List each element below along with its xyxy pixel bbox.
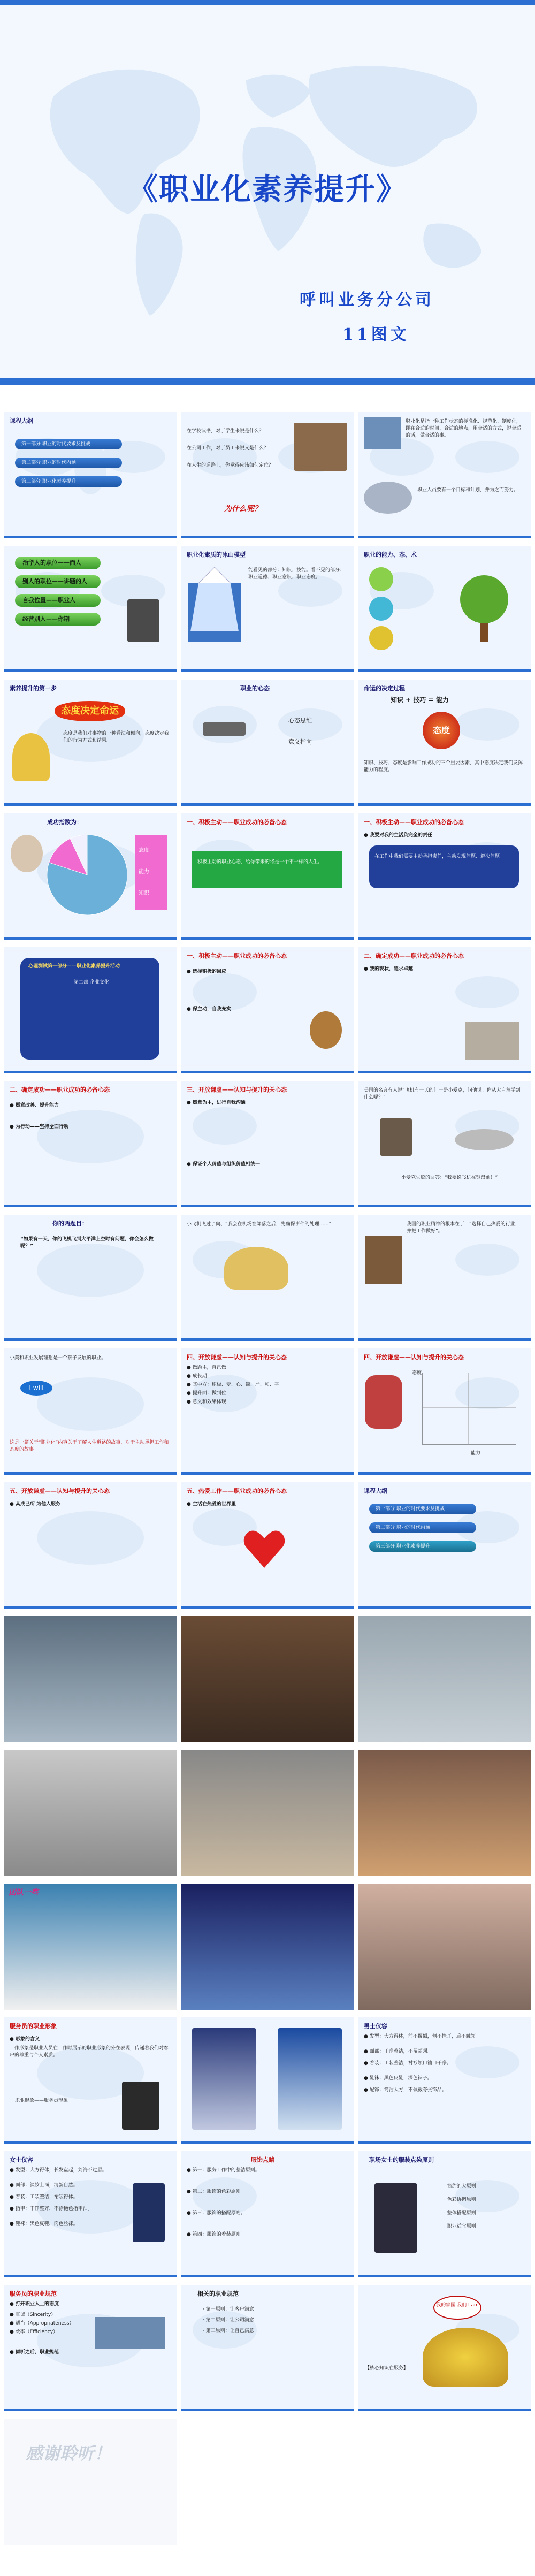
photo-office-1 bbox=[4, 1616, 177, 1742]
slide-success-2 bbox=[4, 1081, 177, 1207]
matrix-graphic bbox=[417, 1370, 519, 1450]
device-graphic bbox=[203, 722, 246, 736]
question-3: 在人生的道路上，你觉得应该如何定位？ bbox=[187, 463, 274, 468]
outline-item-2: 第二部分 职业的时代内涵 bbox=[15, 458, 122, 468]
legend-attitude: 态度 bbox=[139, 848, 149, 853]
point-4: ● 第四：服饰的着装原则。 bbox=[187, 2232, 246, 2237]
slide-success-1 bbox=[358, 947, 531, 1073]
slide-culture bbox=[4, 947, 177, 1073]
slide-title: 职场女士的服装点染原则 bbox=[369, 2156, 434, 2163]
point-2: ● 成长期 bbox=[187, 1374, 207, 1379]
photo-hall bbox=[181, 1884, 354, 2010]
point-1: ● 做题主，自己做 bbox=[187, 1365, 226, 1370]
slide-professionalism-definition bbox=[358, 412, 531, 538]
point-1: ● 我的现状，追求卓越 bbox=[364, 966, 413, 972]
slide-proactive-3 bbox=[181, 947, 354, 1073]
thanks-text: 感谢聆听！ bbox=[26, 2443, 112, 2464]
figures-graphic bbox=[12, 733, 50, 781]
outline-item-1: 第一部分 职业的时代要求及挑战 bbox=[15, 439, 122, 449]
slide-course-outline bbox=[4, 412, 177, 538]
slide-mindset bbox=[181, 680, 354, 806]
office-photo bbox=[364, 417, 401, 449]
slide-roles bbox=[4, 546, 177, 672]
slide-thanks bbox=[4, 2419, 177, 2545]
cover-title: 《职业化素养提升》 bbox=[128, 172, 407, 207]
point-1: ● 形象的含义 bbox=[10, 2037, 40, 2042]
point-4: ● 指甲：干净整齐，不涂艳色指甲油。 bbox=[10, 2206, 93, 2212]
proactive-text: 积极主动的职业心态，给你带来的将是一个不一样的人生。 bbox=[197, 859, 323, 865]
point-2: ● 保证个人价值与组织价值相统一 bbox=[187, 1162, 260, 1167]
point-3: ● 其中方：积极、专、心、简、严、和、平 bbox=[187, 1382, 279, 1388]
slide-success-index bbox=[4, 813, 177, 940]
definition-text: 职业化是指一种工作状态的标准化、规范化、制度化，即在合适的时间、合适的地点，用合适的方式，说合适的话，做合适的事。 bbox=[406, 419, 522, 438]
legend-ability: 能力 bbox=[139, 869, 149, 875]
dream-text: 小美和职业发展理想是一个孩子发展的职业。 bbox=[10, 1355, 106, 1361]
point-1: ● 发型：大方得体，前不覆额，侧不掩耳，后不触领。 bbox=[364, 2034, 480, 2039]
figure-graphic bbox=[11, 835, 43, 872]
definition-note: 职业人员要有一个目标和计划，并为之而努力。 bbox=[417, 487, 519, 493]
photo-counter bbox=[181, 1750, 354, 1876]
cover-top-bar bbox=[0, 0, 535, 5]
slide-dream bbox=[4, 1348, 177, 1475]
circle-green bbox=[369, 567, 393, 591]
point-2: ● 面部：干净整洁，不留胡须。 bbox=[364, 2049, 432, 2054]
figure-graphic bbox=[365, 1375, 402, 1429]
culture-subtitle: 第二部 企业文化 bbox=[74, 980, 109, 985]
item-1: · 第一原则：让客户满意 bbox=[203, 2307, 254, 2312]
photo-store bbox=[358, 1884, 531, 2010]
person-photo bbox=[365, 1236, 402, 1284]
outline-item-3: 第三部分 职业化素养提升 bbox=[369, 1541, 476, 1552]
photo-bin bbox=[181, 1616, 354, 1742]
point-3: ● 第三：服饰的搭配原则。 bbox=[187, 2211, 246, 2216]
question-2: 在公司工作，对于员工来说又是什么？ bbox=[187, 446, 269, 451]
slide-proactive-2 bbox=[358, 813, 531, 940]
basket-graphic bbox=[423, 2328, 508, 2387]
slide-staff-photos bbox=[181, 2017, 354, 2144]
slide-title: 四、开放谦虚——认知与提升的关心态 bbox=[187, 1354, 287, 1361]
slide-open-2 bbox=[181, 1348, 354, 1475]
slide-norms-2 bbox=[181, 2285, 354, 2411]
item-1: · 简约的大原则 bbox=[444, 2184, 476, 2189]
photo-office-2 bbox=[358, 1616, 531, 1742]
legend-box bbox=[135, 835, 167, 910]
slide-title: 素养提升的第一步 bbox=[10, 685, 57, 692]
slide-title: 一、积极主动——职业成功的必备心态 bbox=[187, 819, 287, 826]
circle-yellow bbox=[369, 626, 393, 650]
staff-photo-1 bbox=[192, 2028, 256, 2130]
highlight-question: 为什么呢？ bbox=[224, 505, 262, 513]
point-3: ● 适当（Appropriateness） bbox=[10, 2321, 74, 2326]
slide-title: 服务员的职业规范 bbox=[10, 2290, 57, 2297]
person-photo bbox=[122, 2082, 159, 2130]
slide-map-graphic bbox=[10, 1495, 171, 1591]
dream-footer: 这是一篇关于“职业化”内容关于了解人生道路的故事，对于主动承担工作和态度的故事。 bbox=[10, 1440, 169, 1452]
dog-graphic bbox=[310, 1011, 342, 1049]
axis-x-label: 能力 bbox=[471, 1451, 481, 1456]
scenery-photo bbox=[465, 1022, 519, 1060]
outline-item-1: 第一部分 职业的时代要求及挑战 bbox=[369, 1504, 476, 1514]
item-3: · 整体搭配原则 bbox=[444, 2211, 476, 2216]
slide-title: 三、开放谦虚——认知与提升的关心态 bbox=[187, 1086, 287, 1093]
slide-title: 女士仪容 bbox=[10, 2156, 33, 2163]
photo-caption: 团队一些 bbox=[9, 1888, 39, 1897]
point-4: ● 鞋袜：黑色皮鞋，深色袜子。 bbox=[364, 2076, 432, 2081]
story-caption: 小爱克失聪的回答：“我要说飞机在钢盘前！” bbox=[401, 1175, 498, 1180]
slide-iceberg bbox=[181, 546, 354, 672]
slide-title: 四、开放谦虚——认知与提升的关心态 bbox=[364, 1354, 464, 1361]
person-photo bbox=[374, 2183, 417, 2253]
culture-title: 心理测试第一部分——职业化素养提升活动 bbox=[28, 964, 120, 969]
handshake-photo bbox=[95, 2317, 165, 2349]
slide-title: 你的两题目： bbox=[52, 1220, 88, 1227]
slide-attitude-fate bbox=[4, 680, 177, 806]
cover-organization: 呼叫业务分公司 bbox=[300, 291, 434, 309]
slide-open-3 bbox=[358, 1348, 531, 1475]
point-2: ● 保主动，自我充实 bbox=[187, 1007, 231, 1012]
home-caption: 【核心知识在服务】 bbox=[365, 2366, 409, 2371]
fate-text: 知识、技巧、态度是影响工作成功的三个重要因素，其中态度决定我们发挥能力的程度。 bbox=[364, 760, 523, 773]
slide-image bbox=[4, 2017, 177, 2144]
item-2: · 第二原则：让公司满意 bbox=[203, 2318, 254, 2323]
slide-title: 五、热爱工作——职业成功的必备心态 bbox=[187, 1488, 287, 1495]
question-text: “如果有一天，你的飞机飞到大平洋上空时有问题，你会怎么做呢？” bbox=[20, 1237, 154, 1249]
photo-team bbox=[4, 1884, 177, 2010]
person-photo bbox=[133, 2183, 165, 2242]
speech-bubble: 我的家园 我们 I am bbox=[433, 2296, 482, 2320]
point-2: ● 为行动——坚持全面行动 bbox=[10, 1124, 68, 1130]
slide-title: 课程大纲 bbox=[10, 417, 33, 424]
role-item-1: 治学人的职位——而人 bbox=[15, 557, 101, 569]
slide-story-1 bbox=[358, 1081, 531, 1207]
point-5: ● 意义和效果体现 bbox=[187, 1399, 226, 1405]
slide-questions bbox=[181, 412, 354, 538]
point-1: ● 愿意为主，进行自我沟通 bbox=[187, 1100, 246, 1106]
airplane-graphic bbox=[455, 1129, 514, 1150]
point-2: ● 面部：淡妆上岗，清新自然。 bbox=[10, 2183, 78, 2188]
success-pie-chart bbox=[47, 835, 127, 915]
cover-slide bbox=[0, 0, 535, 385]
slide-title: 职业化素质的冰山模型 bbox=[187, 551, 246, 558]
photo-machine bbox=[4, 1750, 177, 1876]
point-1: ● 第一：服务工作中的整洁原则。 bbox=[187, 2168, 260, 2173]
heart-icon bbox=[240, 1525, 288, 1573]
mindset-label-1: 心态思维 bbox=[288, 717, 312, 724]
point-2: 工作形象是职业人员在工作时展示的职业形象的外在表现，传递着我们对客户的尊重与个人素质。 bbox=[10, 2046, 169, 2058]
point-1: ● 打开职业人士的态度 bbox=[10, 2301, 59, 2307]
parachute-graphic bbox=[224, 1247, 288, 1290]
point-5: ● 鞋袜：黑色皮鞋，肉色丝袜。 bbox=[10, 2221, 78, 2227]
question-1: 在学校读书，对于学生来说是什么？ bbox=[187, 429, 264, 434]
slide-women-grooming bbox=[4, 2151, 177, 2277]
slide-title: 二、确定成功——职业成功的必备心态 bbox=[10, 1086, 110, 1093]
slide-title: 服饰点睛 bbox=[251, 2156, 274, 2163]
slide-women-dress bbox=[358, 2151, 531, 2277]
green-band bbox=[192, 851, 342, 888]
staff-photo-2 bbox=[278, 2028, 342, 2130]
speaker-photo bbox=[127, 599, 159, 642]
point-3: ● 着装：工装整洁，衬衫领口袖口干净。 bbox=[364, 2061, 452, 2066]
slide-men-grooming bbox=[358, 2017, 531, 2144]
point-2: ● 真诚（Sincerity） bbox=[10, 2312, 56, 2318]
spirit-text: 我国的职业精神的根本在于，“选择自己热爱的行业，并把工作做好”。 bbox=[407, 1222, 520, 1234]
slide-title: 命运的决定过程 bbox=[364, 685, 405, 692]
proactive-detail: 在工作中我们需要主动承担责任，主动发现问题、解决问题。 bbox=[374, 854, 505, 859]
will-bubble: I will bbox=[20, 1381, 52, 1396]
slide-title: 职业的心态 bbox=[240, 685, 270, 692]
slide-title: 男士仪容 bbox=[364, 2023, 387, 2030]
slide-love-work bbox=[181, 1482, 354, 1609]
point-5: ● 配饰：简洁大方，不佩戴夸张饰品。 bbox=[364, 2087, 447, 2093]
point-1: ● 愿意改善、提升能力 bbox=[10, 1103, 59, 1108]
slide-proactive-1 bbox=[181, 813, 354, 940]
slide-title: 课程大纲 bbox=[364, 1488, 387, 1495]
story-text: 美国的名言有人说“飞机有一天的问一是小爱克，问他说：你从大自然学到什么呢？” bbox=[364, 1088, 521, 1100]
proactive-point: ● 我要对我的生活负完全的责任 bbox=[364, 833, 432, 838]
slide-title: 二、确定成功——职业成功的必备心态 bbox=[364, 952, 464, 959]
legend-knowledge: 知识 bbox=[139, 890, 149, 896]
slide-home bbox=[358, 2285, 531, 2411]
outline-item-3: 第三部分 职业化素养提升 bbox=[15, 476, 122, 487]
item-4: · 职业适宜原则 bbox=[444, 2224, 476, 2229]
point-4: ● 效率（Efficiency） bbox=[10, 2329, 58, 2335]
target-photo bbox=[364, 482, 412, 514]
slide-open-1 bbox=[181, 1081, 354, 1207]
mindset-label-2: 意义指向 bbox=[288, 738, 312, 745]
slide-ability-attitude bbox=[358, 546, 531, 672]
person-photo bbox=[380, 1118, 412, 1156]
item-2: · 色彩协调原则 bbox=[444, 2197, 476, 2202]
slide-service bbox=[4, 1482, 177, 1609]
iceberg-graphic bbox=[188, 562, 241, 642]
slide-title: 一、积极主动——职业成功的必备心态 bbox=[364, 819, 464, 826]
culture-panel bbox=[20, 958, 159, 1060]
slide-title: 五、开放谦虚——认知与提升的关心态 bbox=[10, 1488, 110, 1495]
image-caption: 职业形象——服务员形象 bbox=[15, 2098, 68, 2104]
formula-text: 知识 + 技巧 = 能力 bbox=[391, 696, 449, 704]
point-1: ● 生活在热爱的世界里 bbox=[187, 1502, 236, 1507]
point-1: ● 其成己所 为他人服务 bbox=[10, 1502, 61, 1507]
slide-fate-process bbox=[358, 680, 531, 806]
iceberg-text: 能看见的部分：知识、技能。看不见的部分：职业道德、职业意识、职业态度。 bbox=[248, 568, 345, 580]
slide-title: 相关的职业规范 bbox=[197, 2290, 239, 2297]
attitude-center: 态度 bbox=[423, 712, 460, 749]
story-text: 小飞机飞过了向、“我会在机场在降落之后，先确保事件的处理……” bbox=[187, 1222, 332, 1227]
attitude-text: 态度是我们对事物的一种看法和倾向，态度决定我们的行为方式和结果。 bbox=[63, 731, 170, 743]
role-item-2: 别人的职位——讲题的人 bbox=[15, 575, 101, 588]
people-photo bbox=[294, 423, 347, 471]
slide-dress bbox=[181, 2151, 354, 2277]
slide-spirit bbox=[358, 1215, 531, 1341]
photo-shelves bbox=[358, 1750, 531, 1876]
role-item-4: 经营别人——你期 bbox=[15, 613, 101, 626]
point-5: ● 倾听之后，职业规范 bbox=[10, 2350, 59, 2355]
axis-y-label: 态度 bbox=[412, 1370, 422, 1376]
cover-bottom-bar bbox=[0, 378, 535, 385]
slide-course-outline-2 bbox=[358, 1482, 531, 1609]
cover-page-count: 11图文 bbox=[342, 325, 410, 344]
slide-map-graphic bbox=[187, 1094, 348, 1190]
outline-item-2: 第二部分 职业的时代内涵 bbox=[369, 1522, 476, 1533]
point-1: ● 选择积极的回应 bbox=[187, 969, 226, 974]
point-3: ● 着装：工装整洁，裙装得体。 bbox=[10, 2194, 78, 2200]
slide-story-2 bbox=[181, 1215, 354, 1341]
tree-graphic bbox=[449, 573, 519, 647]
slide-title: 服务员的职业形象 bbox=[10, 2023, 57, 2030]
slide-title: 一、积极主动——职业成功的必备心态 bbox=[187, 952, 287, 959]
role-item-3: 自我位置——职业人 bbox=[15, 594, 101, 607]
point-1: ● 发型：大方得体，长发盘起，刘海不过眉。 bbox=[10, 2168, 107, 2173]
slide-title: 职业的能力、态、术 bbox=[364, 551, 417, 558]
circle-blue bbox=[369, 597, 393, 621]
point-4: ● 提升面：做到位 bbox=[187, 1391, 226, 1396]
slide-norms bbox=[4, 2285, 177, 2411]
blue-panel bbox=[369, 845, 519, 888]
slide-title: 成功指数为： bbox=[47, 819, 82, 826]
item-3: · 第三原则：让自己满意 bbox=[203, 2328, 254, 2334]
point-2: ● 第二：服饰的色彩原则。 bbox=[187, 2189, 246, 2194]
attitude-banner: 态度决定命运 bbox=[55, 701, 125, 721]
slide-question bbox=[4, 1215, 177, 1341]
